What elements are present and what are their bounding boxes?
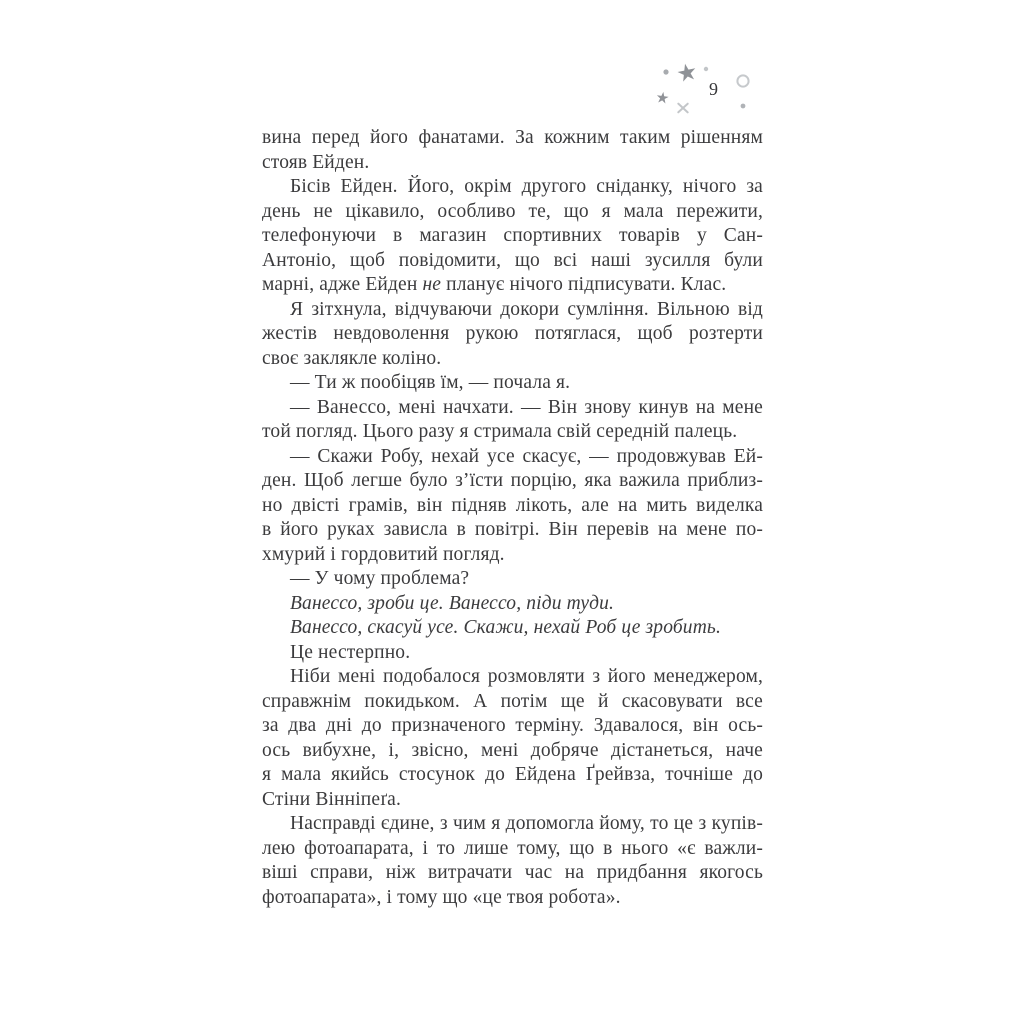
text-line: [262, 543, 763, 568]
text-segment: в його руках зависла в повітрі. Він перевів на мене по-: [262, 519, 763, 540]
text-segment: день не цікавило, особливо те, що я мала пережити,: [262, 200, 763, 222]
text-segment: вина перед його фанатами. За кожним таким рішенням: [262, 127, 763, 148]
text-line: [262, 347, 763, 372]
text-line: [262, 420, 763, 445]
text-line: [262, 175, 763, 200]
cross-icon: [678, 103, 689, 113]
text-line: [262, 567, 763, 592]
text-segment: Бісів Ейден. Його, окрім другого сніданку, нічого за: [290, 176, 763, 197]
text-segment: ден. Щоб легше було з’їсти порцію, яка важила приблиз-: [262, 470, 763, 491]
text-segment: віші справи, ніж витрачати час на придбання якогось: [262, 862, 763, 883]
text-line: [262, 126, 763, 151]
text-line: [262, 249, 763, 274]
text-line: [262, 200, 763, 225]
text-line: [262, 396, 763, 421]
text-segment: Ванессо, скасуй усе. Скажи, нехай Роб це зробить.: [290, 617, 721, 638]
text-line: [262, 665, 763, 690]
text-segment: я мала якийсь стосунок до Ейдена Ґрейвза, точніше до: [262, 764, 763, 785]
text-segment: лею фотоапарата, і то лише тому, що в нього «є важли-: [262, 837, 763, 859]
page-number: 9: [709, 79, 719, 99]
paragraph: [262, 812, 763, 910]
text-line: [262, 224, 763, 249]
text-segment: Насправді єдине, з чим я допомогла йому, то це з купів-: [290, 813, 763, 834]
star-icon: [656, 91, 669, 104]
text-segment: — Ванессо, мені начхати. — Він знову кинув на мене: [290, 396, 763, 418]
text-line: [262, 714, 763, 739]
text-segment: Ніби мені подобалося розмовляти з його менеджером,: [290, 666, 763, 687]
text-segment: но двісті грамів, він підняв лікоть, але на мить виделка: [262, 494, 763, 516]
text-segment: хмурий і гордовитий погляд.: [262, 543, 505, 565]
text-line: [262, 763, 763, 788]
text-segment: справжнім покидьком. А потім ще й скасовувати все: [262, 690, 763, 712]
text-line: [262, 739, 763, 764]
paragraph: [262, 567, 763, 592]
paragraph: [262, 665, 763, 812]
text-line: [262, 371, 763, 396]
paragraph: [262, 616, 763, 641]
text-line: [262, 151, 763, 176]
text-line: [262, 616, 763, 641]
text-segment: Антоніо, щоб повідомити, що всі наші зусилля були: [262, 249, 763, 271]
text-line: [262, 445, 763, 470]
text-segment: ось вибухне, і, звісно, мені добряче дістанеться, наче: [262, 739, 763, 761]
text-segment: Це нестерпно.: [290, 641, 411, 663]
text-segment: планує нічого підписувати. Клас.: [441, 274, 727, 295]
text-segment: марні, адже Ейден: [262, 274, 423, 295]
text-segment: стояв Ейден.: [262, 151, 370, 173]
text-line: [262, 494, 763, 519]
page-header-decoration: [648, 56, 773, 122]
text-line: [262, 518, 763, 543]
paragraph: [262, 445, 763, 568]
text-segment: Ванессо, зроби це. Ванессо, піди туди.: [290, 592, 615, 614]
text-segment: телефонуючи в магазин спортивних товарів у Сан-: [262, 225, 763, 246]
dot-icon: [741, 104, 746, 109]
paragraph: [262, 371, 763, 396]
text-segment: — Ти ж пообіцяв їм, — почала я.: [290, 372, 571, 393]
text-line: [262, 861, 763, 886]
paragraph: [262, 396, 763, 445]
text-line: [262, 469, 763, 494]
text-segment: своє заклякле коліно.: [262, 347, 442, 369]
text-line: [262, 641, 763, 666]
text-line: [262, 273, 763, 298]
text-segment: — У чому проблема?: [290, 568, 470, 589]
text-line: [262, 322, 763, 347]
star-icon: [676, 62, 697, 83]
paragraph: [262, 126, 763, 175]
page-text: [262, 126, 763, 910]
text-segment: Стіни Вінніпеґа.: [262, 788, 402, 810]
text-line: [262, 592, 763, 617]
emphasized-text: не: [422, 274, 442, 295]
text-segment: фотоапарата», і тому що «це твоя робота».: [262, 886, 621, 908]
paragraph: [262, 641, 763, 666]
text-segment: за два дні до призначеного терміну. Здавалося, він ось-: [262, 715, 763, 736]
text-line: [262, 812, 763, 837]
text-segment: жестів невдоволення рукою потяглася, щоб розтерти: [262, 323, 763, 344]
text-segment: Я зітхнула, відчуваючи докори сумління. Вільною від: [290, 298, 763, 320]
text-line: [262, 886, 763, 911]
text-segment: той погляд. Цього разу я стримала свій середній палець.: [262, 421, 738, 442]
dot-icon: [663, 69, 668, 74]
text-segment: — Скажи Робу, нехай усе скасує, — продовжував Ей-: [290, 445, 763, 467]
paragraph: [262, 592, 763, 617]
paragraph: [262, 175, 763, 298]
text-line: [262, 837, 763, 862]
paragraph: [262, 298, 763, 372]
circle-icon: [737, 75, 748, 86]
text-line: [262, 788, 763, 813]
text-line: [262, 298, 763, 323]
text-line: [262, 690, 763, 715]
dot-icon: [704, 67, 708, 71]
